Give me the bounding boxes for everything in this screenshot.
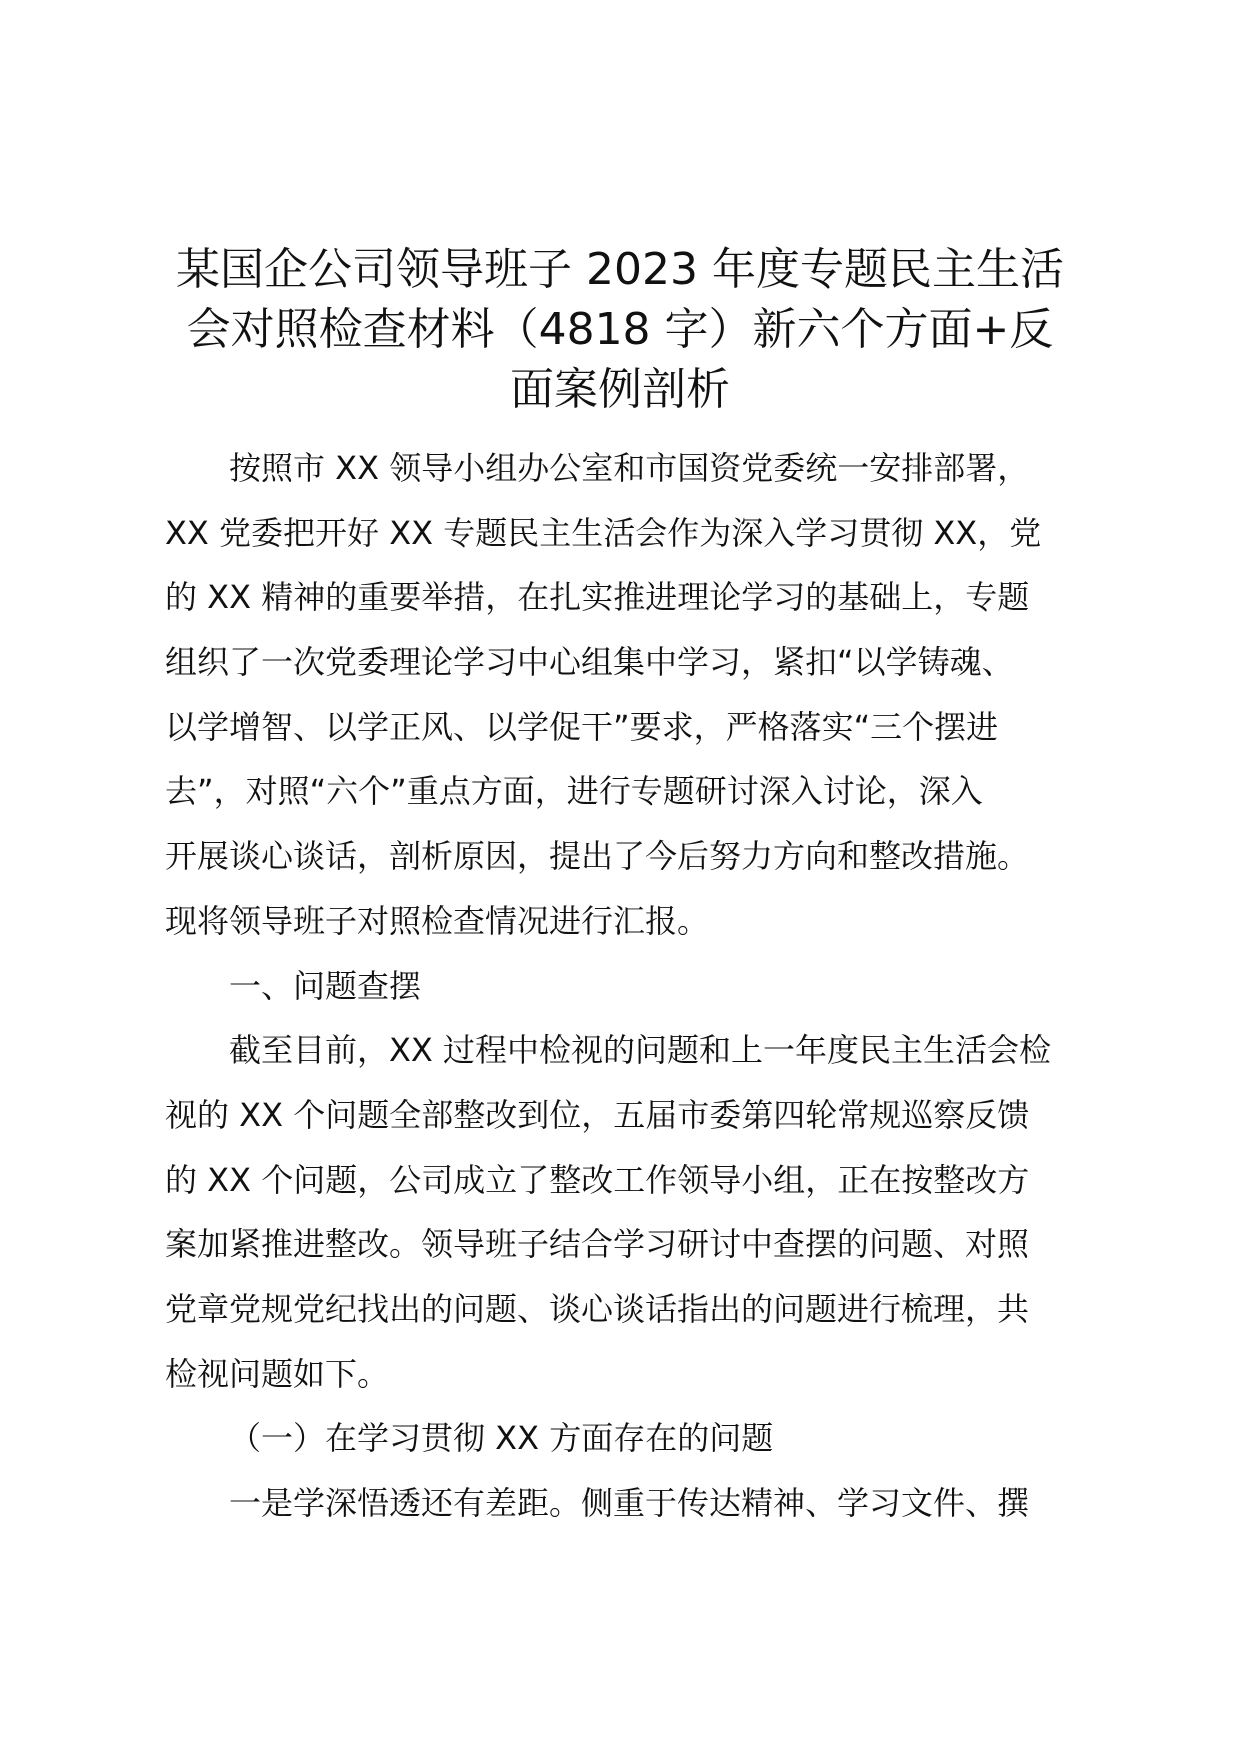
- body-line: 一是学深悟透还有差距。侧重于传达精神、学习文件、撰: [229, 1484, 1030, 1522]
- title-line: 会对照检查材料（4818 字）新六个方面+反: [186, 304, 1054, 355]
- document-title: [150, 240, 1090, 420]
- body-line: XX 党委把开好 XX 专题民主生活会作为深入学习贯彻 XX，党: [165, 513, 1042, 552]
- body-line: 视的 XX 个问题全部整改到位，五届市委第四轮常规巡察反馈: [165, 1095, 1030, 1134]
- body-line: 党章党规党纪找出的问题、谈心谈话指出的问题进行梳理，共: [165, 1289, 1030, 1328]
- title-line: 面案例剖析: [510, 364, 730, 415]
- body-line: 开展谈心谈话，剖析原因，提出了今后努力方向和整改措施。: [165, 837, 1030, 876]
- body-line: 去”，对照“六个”重点方面，进行专题研讨深入讨论，深入: [165, 772, 983, 811]
- body-line: 截至目前，XX 过程中检视的问题和上一年度民主生活会检: [229, 1031, 1052, 1070]
- document-body: [165, 436, 1085, 1536]
- body-line: 现将领导班子对照检查情况进行汇报。: [165, 901, 710, 940]
- body-line: 检视问题如下。: [165, 1354, 390, 1393]
- subsection-heading: （一）在学习贯彻 XX 方面存在的问题: [229, 1419, 774, 1458]
- body-line: 以学增智、以学正风、以学促干”要求，严格落实“三个摆进: [165, 707, 999, 746]
- section-heading: 一、问题查摆: [229, 966, 422, 1005]
- body-line: 的 XX 精神的重要举措，在扎实推进理论学习的基础上，专题: [165, 578, 1030, 617]
- body-line: 组织了一次党委理论学习中心组集中学习，紧扣“以学铸魂、: [165, 643, 1014, 682]
- title-line: 某国企公司领导班子 2023 年度专题民主生活: [176, 244, 1064, 295]
- body-line: 案加紧推进整改。领导班子结合学习研讨中查摆的问题、对照: [165, 1225, 1030, 1264]
- body-line: 按照市 XX 领导小组办公室和市国资党委统一安排部署，: [229, 449, 1030, 487]
- body-line: 的 XX 个问题，公司成立了整改工作领导小组，正在按整改方: [165, 1160, 1030, 1199]
